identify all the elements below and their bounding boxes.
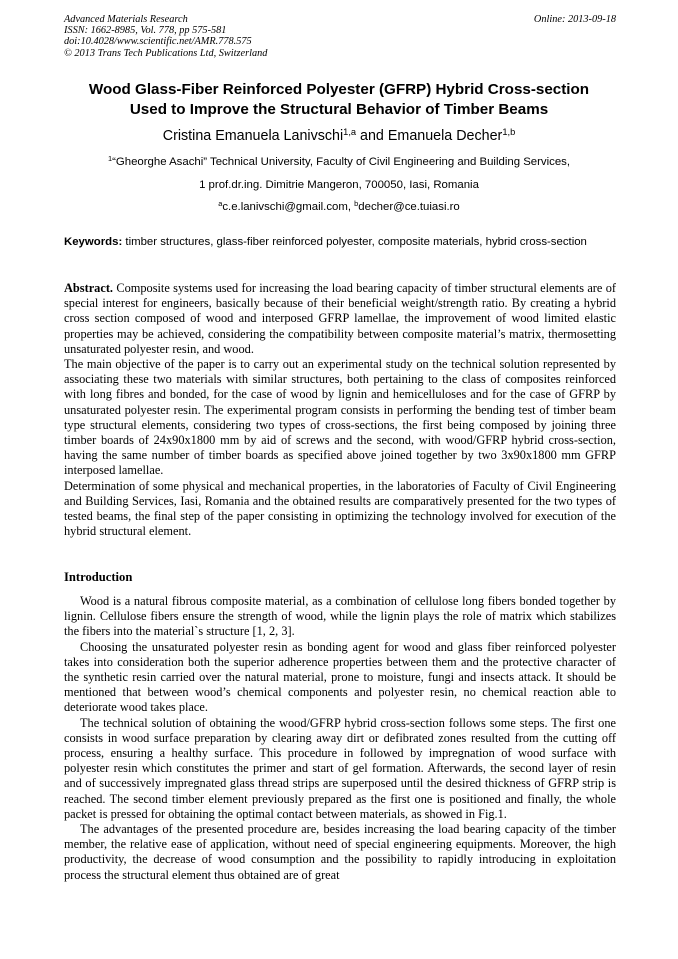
affiliation-line-2: 1 prof.dr.ing. Dimitrie Mangeron, 700050, Iasi, Romania [199, 179, 479, 191]
intro-p4: The advantages of the presented procedure are, besides increasing the load bearing capacity of the timber member, the relative ease of application, without need of special engineering equipments. Moreover, the high productivity, the decrease of wood consumption and the possibility to rapidly introducing in exploitation process the structural element thus obtained are of great [64, 822, 616, 882]
journal-name: Advanced Materials Research [64, 14, 188, 25]
keywords [64, 235, 616, 251]
author-conjunction: and [356, 128, 388, 144]
doi: doi:10.4028/www.scientific.net/AMR.778.575 [64, 36, 252, 48]
abstract-p2: The main objective of the paper is to carry out an experimental study on the technical solution represented by associating these two materials with similar structures, both pertaining to the class of composites reinforced with long fibres and bonded, for the case of wood by lignin and hemicelluloses and for the case of GFRP by unsaturated polyester resin. The experimental program consists in performing the bending test of timber beam type structural elements, considering two types of cross-sections, the first being composed by joining three timber boards of 24x90x1800 mm by aid of screws and the second, with wood/GFRP hybrid cross-section, having the same number of timber boards as specified above joined together by two 3x90x1800 mm GFRP interposed lamellae. [64, 357, 616, 478]
email-a: c.e.lanivschi@gmail.com, [222, 201, 355, 213]
affiliation-line-1: $^1$“Gheorghe Asachi” Technical University, Faculty of Civil Engineering and Building Services, [107, 153, 571, 168]
author-1-sup: 1,a [343, 126, 357, 137]
keywords-text: timber structures, glass-fiber reinforced polyester, composite materials, hybrid cross-section [122, 236, 587, 248]
title-line-2: Used to Improve the Structural Behavior of Timber Beams [129, 101, 549, 118]
online-date: Online: 2013-09-18 [533, 14, 616, 25]
authors [0, 127, 678, 145]
email-b: decher@ce.tuiasi.ro [358, 201, 460, 213]
section-heading-introduction: Introduction [64, 570, 133, 584]
keywords-label: Keywords: [64, 236, 123, 248]
author-2: Emanuela Decher [387, 128, 503, 144]
email-b-sup: b [354, 198, 359, 208]
paper-title [40, 80, 638, 120]
intro-p1: Wood is a natural fibrous composite material, as a combination of cellulose long fibers bonded together by lignin. Cellulose fibers ensure the strength of wood, while the lignin plays the role of matrix which stabilizes the fibers into the material`s structure [1, 2, 3]. [64, 594, 616, 639]
abstract-label: Abstract. [64, 281, 114, 295]
issn: ISSN: 1662-8985, Vol. 778, pp 575-581 [64, 25, 227, 37]
emails [0, 200, 678, 214]
email-a-sup: a [218, 198, 223, 208]
title-line-1: Wood Glass-Fiber Reinforced Polyester (GFRP) Hybrid Cross-section [88, 81, 590, 98]
abstract [64, 281, 616, 539]
journal-header [64, 14, 616, 59]
copyright: © 2013 Trans Tech Publications Ltd, Switzerland [64, 47, 268, 59]
introduction-body [64, 594, 616, 883]
intro-p3: The technical solution of obtaining the wood/GFRP hybrid cross-section follows some steps. The first one consists in wood surface preparation by clearing away dirt or defibrated zones resulted from the cutting off process, ensuring a healthy surface. This procedure in followed by impregnation of wood surface with polyester resin which constitutes the primer and start of gel formation. Afterwards, the second layer of resin and of successively impregnated glass thread strips are superposed until the desired thickness of GFRP strip is reached. The second timber element previously prepared as the first one is positioned and finally, the whole packet is pressed for obtaining the optimal contact between materials, as showed in Fig.1. [64, 715, 616, 821]
abstract-p1: Abstract. Composite systems used for increasing the load bearing capacity of timber structural elements are of special interest for engineers, basically because of their beneficial weight/strength ratio. By creating a hybrid cross section composed of wood and interposed GFRP lamellae, the improvement of wood limited elastic properties may be achieved, considering the compatibility between composite material’s matrix, thermosetting unsaturated polyester resin, and wood. [64, 281, 616, 356]
intro-p2: Choosing the unsaturated polyester resin as bonding agent for wood and glass fiber reinforced polyester takes into consideration both the superior adherence properties between them and the protective character of the synthetic resin carried over the natural material, prone to moisture, fungi and insects attack. It should be mentioned that between wood’s chemical components and polyester resin, no chemical reaction able to deteriorate wood takes place. [64, 639, 616, 715]
abstract-p3: Determination of some physical and mechanical properties, in the laboratories of Faculty of Civil Engineering and Building Services, Iasi, Romania and the obtained results are comparatively presented for the two types of tested beams, the final step of the paper consisting in optimizing the technology involved for execution of the hybrid structural element. [64, 478, 616, 539]
affiliation-sup: 1 [107, 153, 113, 163]
author-1: Cristina Emanuela Lanivschi [162, 128, 344, 144]
author-2-sup: 1,b [502, 126, 516, 137]
